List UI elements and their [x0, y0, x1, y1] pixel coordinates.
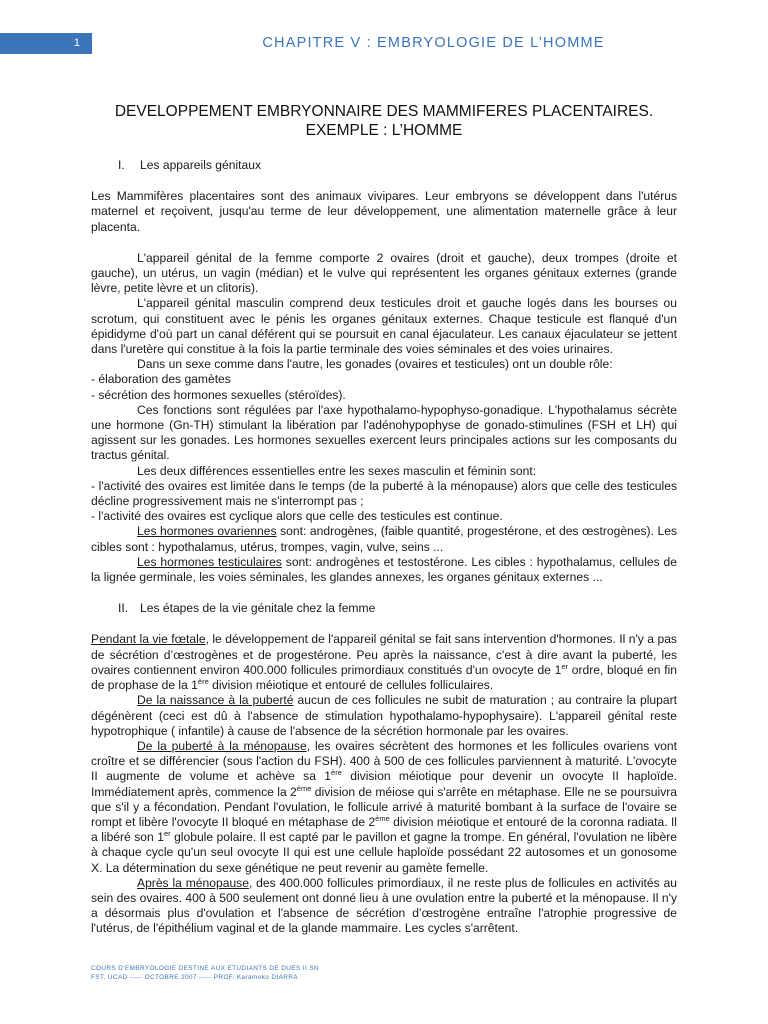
footer-line-2: FST, UCAD ----- OCTOBRE 2007 ----- PROF. Karamoko DIARRA [91, 974, 298, 981]
paragraph-differences: Les deux différences essentielles entre les sexes masculin et féminin sont: [137, 463, 537, 478]
underlined-term: Les hormones testiculaires [137, 554, 282, 569]
underlined-term: Pendant la vie fœtale [91, 632, 206, 647]
superscript: ème [296, 783, 312, 793]
paragraph-regulation: Ces fonctions sont régulées par l'axe hypothalamo-hypophyso-gonadique. L'hypothalamus sécrète une hormone (Gn-TH) stimulant la libération par l'adénohypophyse de gonado-stimulines (FSH et LH) qui agissent sur les gonades. Les hormones sexuelles exercent leurs principales actions sur les composants du tractus génital. [91, 402, 677, 463]
document-body [91, 158, 677, 937]
title-line-1: DEVELOPPEMENT EMBRYONNAIRE DES MAMMIFERES PLACENTAIRES. [114, 103, 654, 120]
paragraph-homme: L'appareil génital masculin comprend deux testicules droit et gauche logés dans les bourses ou scrotum, qui constituent avec le pénis les organes génitaux externes. Chaque testicule est flanqué d'un épididyme d'où part un canal déférent qui se poursuit en canal éjaculateur. Les canaux éjaculateur se jettent dans l'uretère qui constitue à la fois la partie terminale des voies séminales et des voies urinaires. [91, 296, 677, 357]
page-footer [91, 964, 319, 982]
paragraph-text: globule polaire. Il est capté par le pavillon et gagne la trompe. En général, l'ovulation ne libère à chaque cycle qu'un seul ovocyte II qui est une cellule haploïde possédant 22 autosomes et un gonosome X. La détermination du sexe génétique ne peut revenir au gamète femelle. [91, 830, 677, 875]
section-number: II. [118, 601, 129, 616]
paragraph-hormones-ovariennes [91, 524, 677, 554]
document-title [90, 102, 678, 140]
paragraph-text: ordre, bloqué en fin de prophase de la 1 [91, 662, 678, 693]
paragraph-text: , les ovaires sécrètent des hormones et les follicules ovariens vont croître et se différencier (sous l'action du FSH). 400 à 500 de ces follicules parviennent à maturité. L'ovocyte II augmente de volume et achève sa 1 [91, 738, 677, 784]
superscript: er [163, 829, 171, 839]
paragraph-text: sont: androgènes et testostérone. Les cibles : hypothalamus, cellules de la lignée germinale, les voies séminales, les glandes annexes, les organes génitaux externes ... [91, 554, 677, 585]
footer-line-1: COURS D'EMBRYOLOGIE DESTINE AUX ETUDIANTS DE DUES II SN [91, 965, 319, 972]
section-heading-2 [91, 601, 677, 616]
underlined-term: Les hormones ovariennes [137, 524, 277, 539]
section-heading-1 [91, 158, 677, 173]
list-item: - l'activité des ovaires est cyclique alors que celle des testicules est continue. [91, 509, 503, 524]
paragraph-text: , le développement de l'appareil génital se fait sans intervention d'hormones. Il n'y a pas de sécrétion d’œstrogènes et de progestérone. Peu après la naissance, c'est à dire avant la puberté, les ovaires contiennent environ 400.000 follicules primordiaux constitués d'un ovocyte de 1 [91, 632, 677, 677]
list-item: - l'activité des ovaires est limitée dans le temps (de la puberté à la ménopause) alors que celle des testicules décline progressivement mais ne s'interrompt pas ; [91, 478, 677, 509]
superscript: ère [197, 677, 209, 687]
underlined-term: De la puberté à la ménopause [137, 738, 307, 753]
section-heading-text: Les appareils génitaux [140, 158, 262, 172]
list-item: - élaboration des gamètes [91, 372, 231, 387]
page-number: 1 [0, 33, 92, 54]
paragraph-apres-menopause [91, 876, 677, 937]
title-line-2: EXEMPLE : L’HOMME [305, 122, 463, 139]
chapter-header: CHAPITRE V : EMBRYOLOGIE DE L’HOMME [262, 35, 605, 51]
paragraph-text: division méiotique et entouré de la coronna radiata. Il a libéré son 1 [91, 814, 677, 845]
paragraph-vie-foetale [91, 632, 677, 693]
paragraph-text: division méiotique et entouré de cellules folliculaires. [208, 678, 494, 693]
paragraph-text: , des 400.000 follicules primordiaux, il ne reste plus de follicules en activités au sein des ovaires. 400 à 500 seulement ont donné lieu à une ovulation entre la puberté et la ménopause. Il n'y a désormais plus d'ovulation et l'absence de sécrétion d’œstrogène entraîne l'atrophie progressive de l'utérus, de l'épithélium vaginal et de la glande mammaire. Les cycles s'arrêtent. [91, 875, 677, 936]
paragraph-text: sont: androgènes, (faible quantité, progestérone, et des œstrogènes). Les cibles sont : hypothalamus, utérus, trompes, vagin, vulve, seins ... [91, 524, 677, 554]
underlined-term: Après la ménopause [137, 875, 249, 890]
paragraph-hormones-testiculaires [91, 555, 677, 585]
underlined-term: De la naissance à la puberté [137, 693, 294, 708]
superscript: ème [375, 813, 390, 823]
superscript: ère [331, 768, 342, 778]
paragraph-text: aucun de ces follicules ne subit de maturation ; au contraire la plupart dégénèrent (ceci est dû à l'absence de stimulation hypothalamo-hypophysaire). L'appareil génital reste hypotrophique ( infantile) à cause de l'absence de la sécrétion hormonale par les ovaires. [91, 693, 678, 738]
section-number: I. [118, 158, 125, 172]
paragraph-intro: Les Mammifères placentaires sont des animaux vivipares. Leur embryons se développent dans l'utérus maternel et reçoivent, jusqu'au terme de leur développement, une alimentation maternelle grâce à leur placenta. [91, 189, 677, 234]
paragraph-naissance-puberte [91, 693, 677, 739]
superscript: er [561, 661, 569, 671]
paragraph-puberte-menopause [91, 739, 677, 876]
paragraph-text: division de méiose qui s'arrête en métaphase. Elle ne se poursuivra que s'il y a fécondation. Pendant l'ovulation, le follicule arrivé à maturité bombant à la surface de l'ovaire se rompt et libère l'ovocyte II bloqué en métaphase de 2 [91, 784, 677, 829]
paragraph-gonades: Dans un sexe comme dans l'autre, les gonades (ovaires et testicules) ont un double rôle: [137, 357, 613, 372]
paragraph-femme: L'appareil génital de la femme comporte 2 ovaires (droit et gauche), deux trompes (droite et gauche), un utérus, un vagin (médian) et le vulve qui représentent les organes génitaux externes (grande lèvre, petite lèvre et un clitoris). [91, 250, 677, 296]
list-item: - sécrétion des hormones sexuelles (stéroïdes). [91, 387, 346, 402]
paragraph-text: division méiotique pour devenir un ovocyte II haploïde. Immédiatement après, commence la 2 [91, 769, 677, 799]
section-heading-text: Les étapes de la vie génitale chez la femme [140, 601, 376, 616]
